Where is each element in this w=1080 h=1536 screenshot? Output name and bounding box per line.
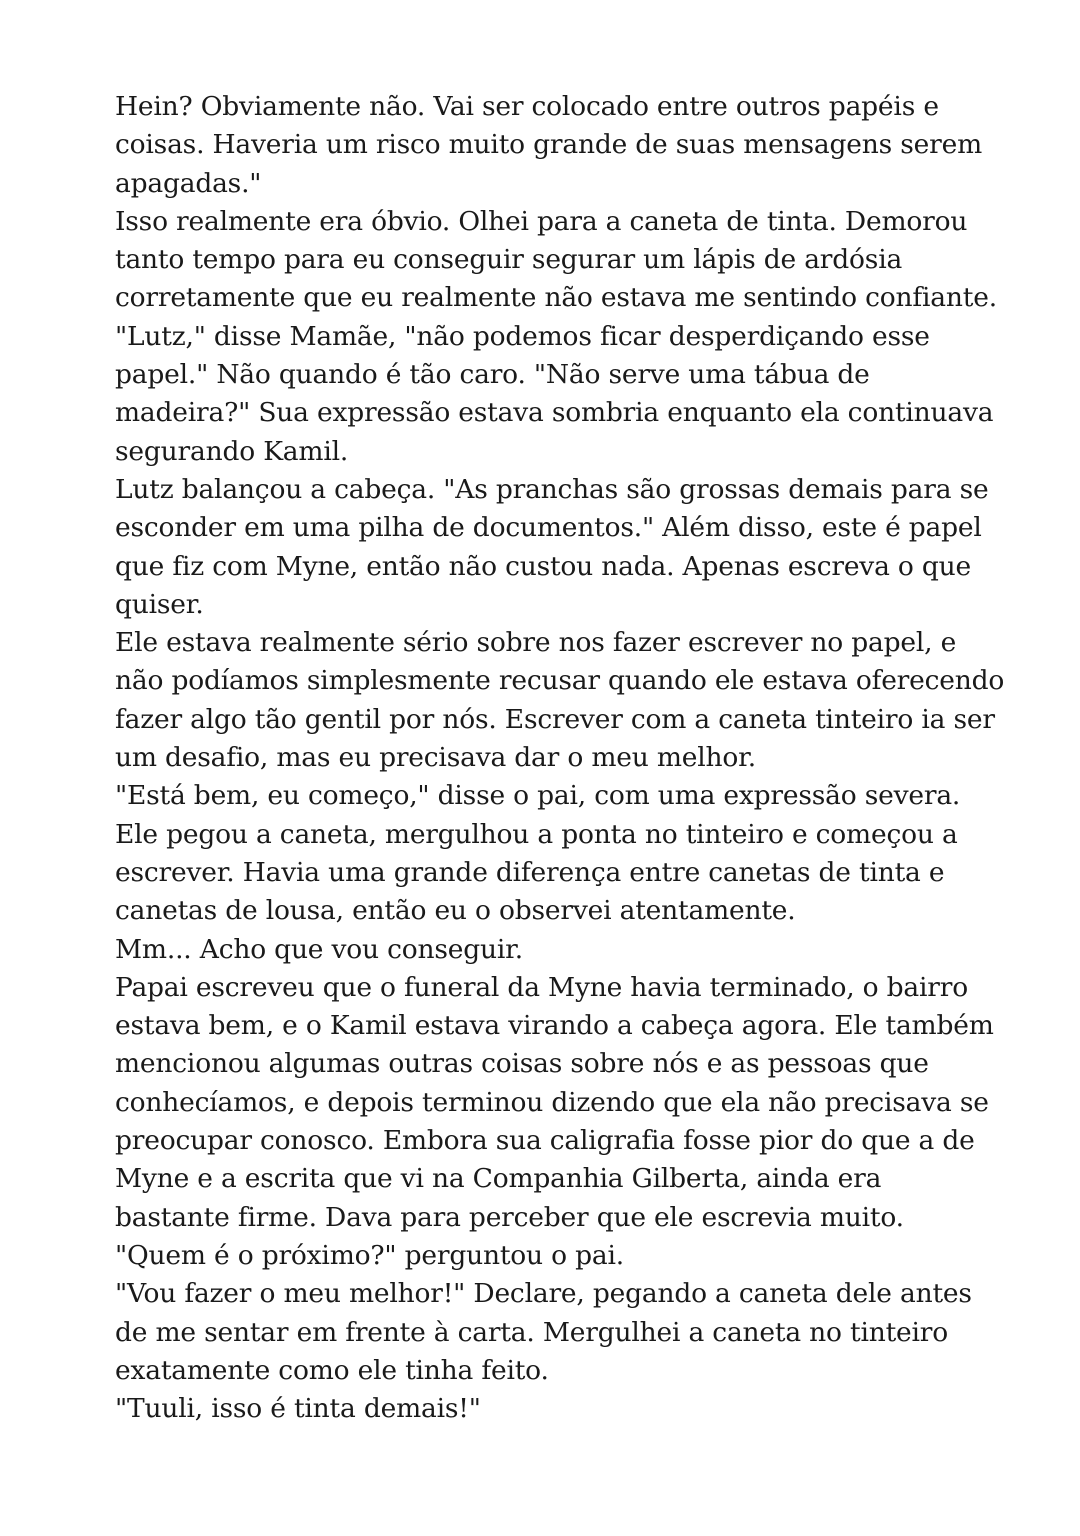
text-line: "Está bem, eu começo," disse o pai, com uma expressão severa. xyxy=(115,780,961,812)
text-line: madeira?" Sua expressão estava sombria enquanto ela continuava xyxy=(115,397,994,429)
text-line: coisas. Haveria um risco muito grande de suas mensagens serem xyxy=(115,129,983,161)
text-line: tanto tempo para eu conseguir segurar um lápis de ardósia xyxy=(115,244,903,276)
text-line: corretamente que eu realmente não estava me sentindo confiante. xyxy=(115,282,997,314)
text-line: um desafio, mas eu precisava dar o meu melhor. xyxy=(115,742,756,774)
text-line: Lutz balançou a cabeça. "As pranchas são grossas demais para se xyxy=(115,473,989,505)
text-line: quiser. xyxy=(115,588,204,620)
text-line: Ele pegou a caneta, mergulhou a ponta no tinteiro e começou a xyxy=(115,818,958,850)
text-line: Papai escreveu que o funeral da Myne havia terminado, o bairro xyxy=(115,971,968,1003)
text-line: Mm... Acho que vou conseguir. xyxy=(115,933,523,965)
text-line: Ele estava realmente sério sobre nos fazer escrever no papel, e xyxy=(115,627,957,659)
text-line: "Tuuli, isso é tinta demais!" xyxy=(115,1393,481,1425)
text-line: "Quem é o próximo?" perguntou o pai. xyxy=(115,1239,624,1271)
text-line: "Vou fazer o meu melhor!" Declare, pegando a caneta dele antes xyxy=(115,1278,972,1310)
text-line: de me sentar em frente à carta. Mergulhei a caneta no tinteiro xyxy=(115,1316,949,1348)
text-line: não podíamos simplesmente recusar quando ele estava oferecendo xyxy=(115,665,1005,697)
text-line: estava bem, e o Kamil estava virando a cabeça agora. Ele também xyxy=(115,1010,994,1042)
text-line: "Lutz," disse Mamãe, "não podemos ficar desperdiçando esse xyxy=(115,320,930,352)
text-line: segurando Kamil. xyxy=(115,435,349,467)
text-line: apagadas." xyxy=(115,167,262,199)
text-line: escrever. Havia uma grande diferença entre canetas de tinta e xyxy=(115,856,945,888)
text-line: canetas de lousa, então eu o observei atentamente. xyxy=(115,895,796,927)
text-line: papel." Não quando é tão caro. "Não serve uma tábua de xyxy=(115,359,870,391)
text-line: fazer algo tão gentil por nós. Escrever com a caneta tinteiro ia ser xyxy=(115,703,995,735)
text-line: que fiz com Myne, então não custou nada. Apenas escreva o que xyxy=(115,550,971,582)
text-line: bastante firme. Dava para perceber que ele escrevia muito. xyxy=(115,1201,904,1233)
document-text xyxy=(115,88,1005,1428)
text-line: Myne e a escrita que vi na Companhia Gilberta, ainda era xyxy=(115,1163,882,1195)
text-line: mencionou algumas outras coisas sobre nós e as pessoas que xyxy=(115,1048,929,1080)
text-line: exatamente como ele tinha feito. xyxy=(115,1354,549,1386)
text-line: Hein? Obviamente não. Vai ser colocado entre outros papéis e xyxy=(115,91,939,122)
text-line: preocupar conosco. Embora sua caligrafia fosse pior do que a de xyxy=(115,1125,975,1157)
text-line: Isso realmente era óbvio. Olhei para a caneta de tinta. Demorou xyxy=(115,205,968,237)
text-line: conhecíamos, e depois terminou dizendo que ela não precisava se xyxy=(115,1086,989,1118)
text-line: esconder em uma pilha de documentos." Além disso, este é papel xyxy=(115,512,982,544)
